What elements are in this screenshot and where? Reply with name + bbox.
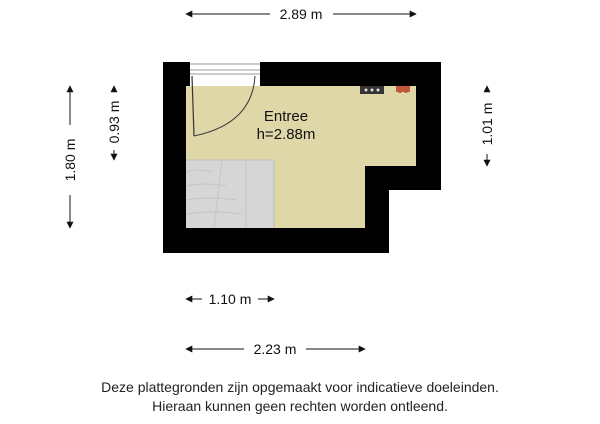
dimension-right-height [479, 86, 495, 166]
dimension-door-height [106, 86, 122, 160]
dim-door-height-label: 0.93 m [106, 100, 122, 144]
disclaimer [0, 378, 600, 416]
room-height: h=2.88m [256, 126, 316, 143]
room-name: Entree [263, 108, 309, 125]
dim-top-width-label: 2.89 m [279, 6, 323, 22]
disclaimer-line-1: Deze plattegronden zijn opgemaakt voor indicatieve doeleinden. [101, 379, 499, 395]
dim-bottom-total-label: 2.23 m [253, 341, 297, 357]
stairs [186, 160, 274, 228]
dim-left-height-label: 1.80 m [62, 138, 78, 182]
dimension-left-height [62, 86, 78, 228]
disclaimer-line-2: Hieraan kunnen geen rechten worden ontleend. [152, 398, 448, 414]
dimension-top-width [186, 6, 416, 22]
dim-bottom-inner-label: 1.10 m [208, 291, 252, 307]
dimension-bottom-inner [186, 291, 274, 307]
dimension-bottom-total [186, 341, 365, 357]
dim-right-height-label: 1.01 m [479, 102, 495, 146]
